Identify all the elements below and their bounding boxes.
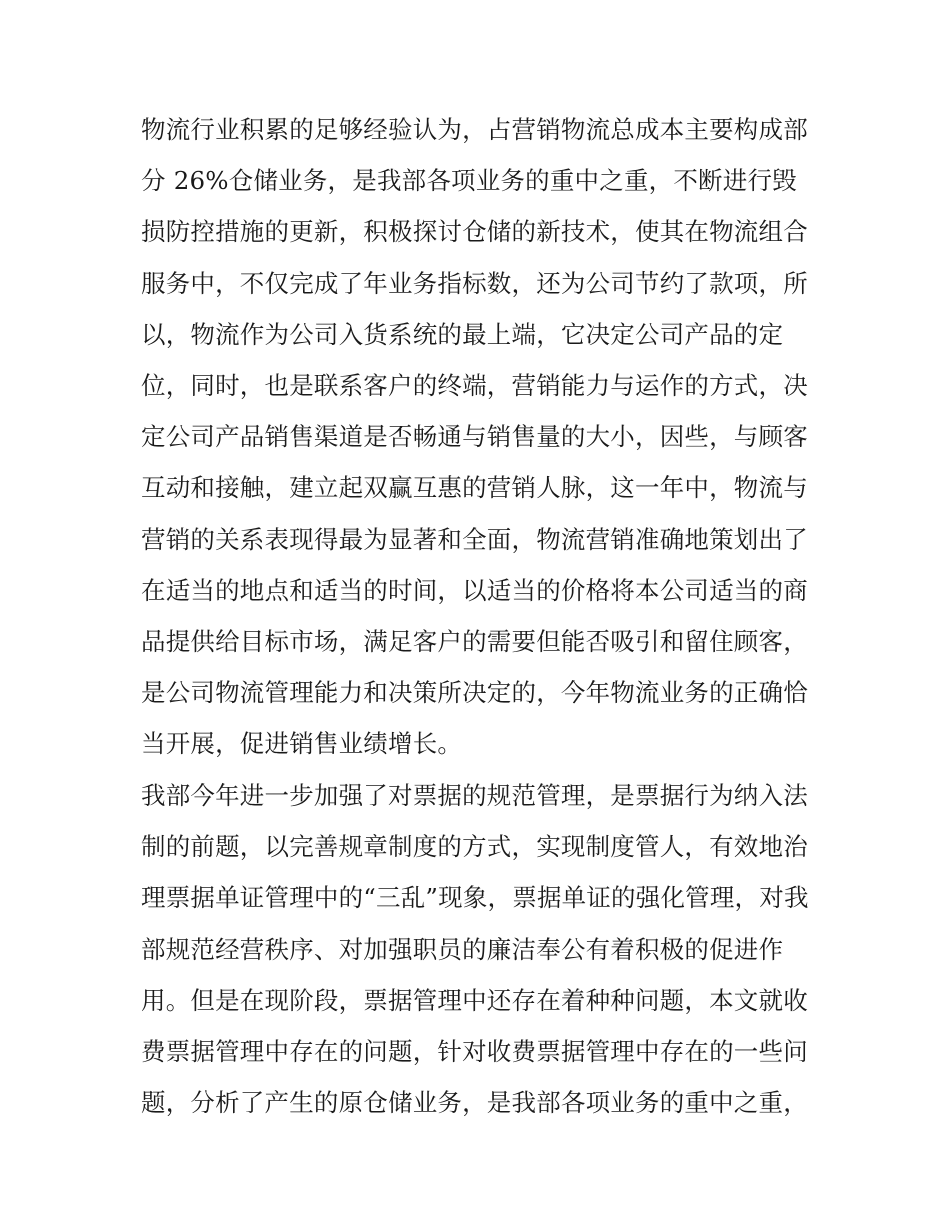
text-line: 费票据管理中存在的问题，针对收费票据管理中存在的一些问 xyxy=(141,1036,808,1066)
text-line: 题，分析了产生的原仓储业务，是我部各项业务的重中之重， xyxy=(141,1088,808,1118)
text-line: 品提供给目标市场，满足客户的需要但能否吸引和留住顾客， xyxy=(141,626,808,656)
paragraph-logistics xyxy=(141,104,821,769)
text-line: 损防控措施的更新，积极探讨仓储的新技术，使其在物流组合 xyxy=(141,217,808,247)
text-line: 我部今年进一步加强了对票据的规范管理，是票据行为纳入法 xyxy=(141,781,808,810)
text-line: 服务中，不仅完成了年业务指标数，还为公司节约了款项，所 xyxy=(141,268,808,298)
paragraph-invoice-management xyxy=(141,770,821,1128)
text-line: 以，物流作为公司入货系统的最上端，它决定公司产品的定 xyxy=(141,319,784,349)
text-line: 互动和接触，建立起双赢互惠的营销人脉，这一年中，物流与 xyxy=(141,473,808,503)
text-line: 是公司物流管理能力和决策所决定的，今年物流业务的正确恰 xyxy=(141,678,808,708)
text-line: 当开展，促进销售业绩增长。 xyxy=(141,729,463,759)
text-line: 部规范经营秩序、对加强职员的廉洁奉公有着积极的促进作 xyxy=(141,934,784,964)
text-line: 用。但是在现阶段，票据管理中还存在着种种问题，本文就收 xyxy=(141,985,808,1015)
text-line: 理票据单证管理中的“三乱”现象，票据单证的强化管理，对我 xyxy=(141,883,809,913)
text-line: 制的前题，以完善规章制度的方式，实现制度管人，有效地治 xyxy=(141,832,808,862)
text-line: 在适当的地点和适当的时间，以适当的价格将本公司适当的商 xyxy=(141,575,808,605)
text-line: 位，同时，也是联系客户的终端，营销能力与运作的方式，决 xyxy=(141,370,808,400)
text-line: 定公司产品销售渠道是否畅通与销售量的大小，因些，与顾客 xyxy=(141,422,808,452)
text-line: 分 26%仓储业务，是我部各项业务的重中之重，不断进行毁 xyxy=(141,166,797,196)
text-line: 营销的关系表现得最为显著和全面，物流营销准确地策划出了 xyxy=(141,524,808,554)
text-line: 物流行业积累的足够经验认为，占营销物流总成本主要构成部 xyxy=(141,115,808,144)
